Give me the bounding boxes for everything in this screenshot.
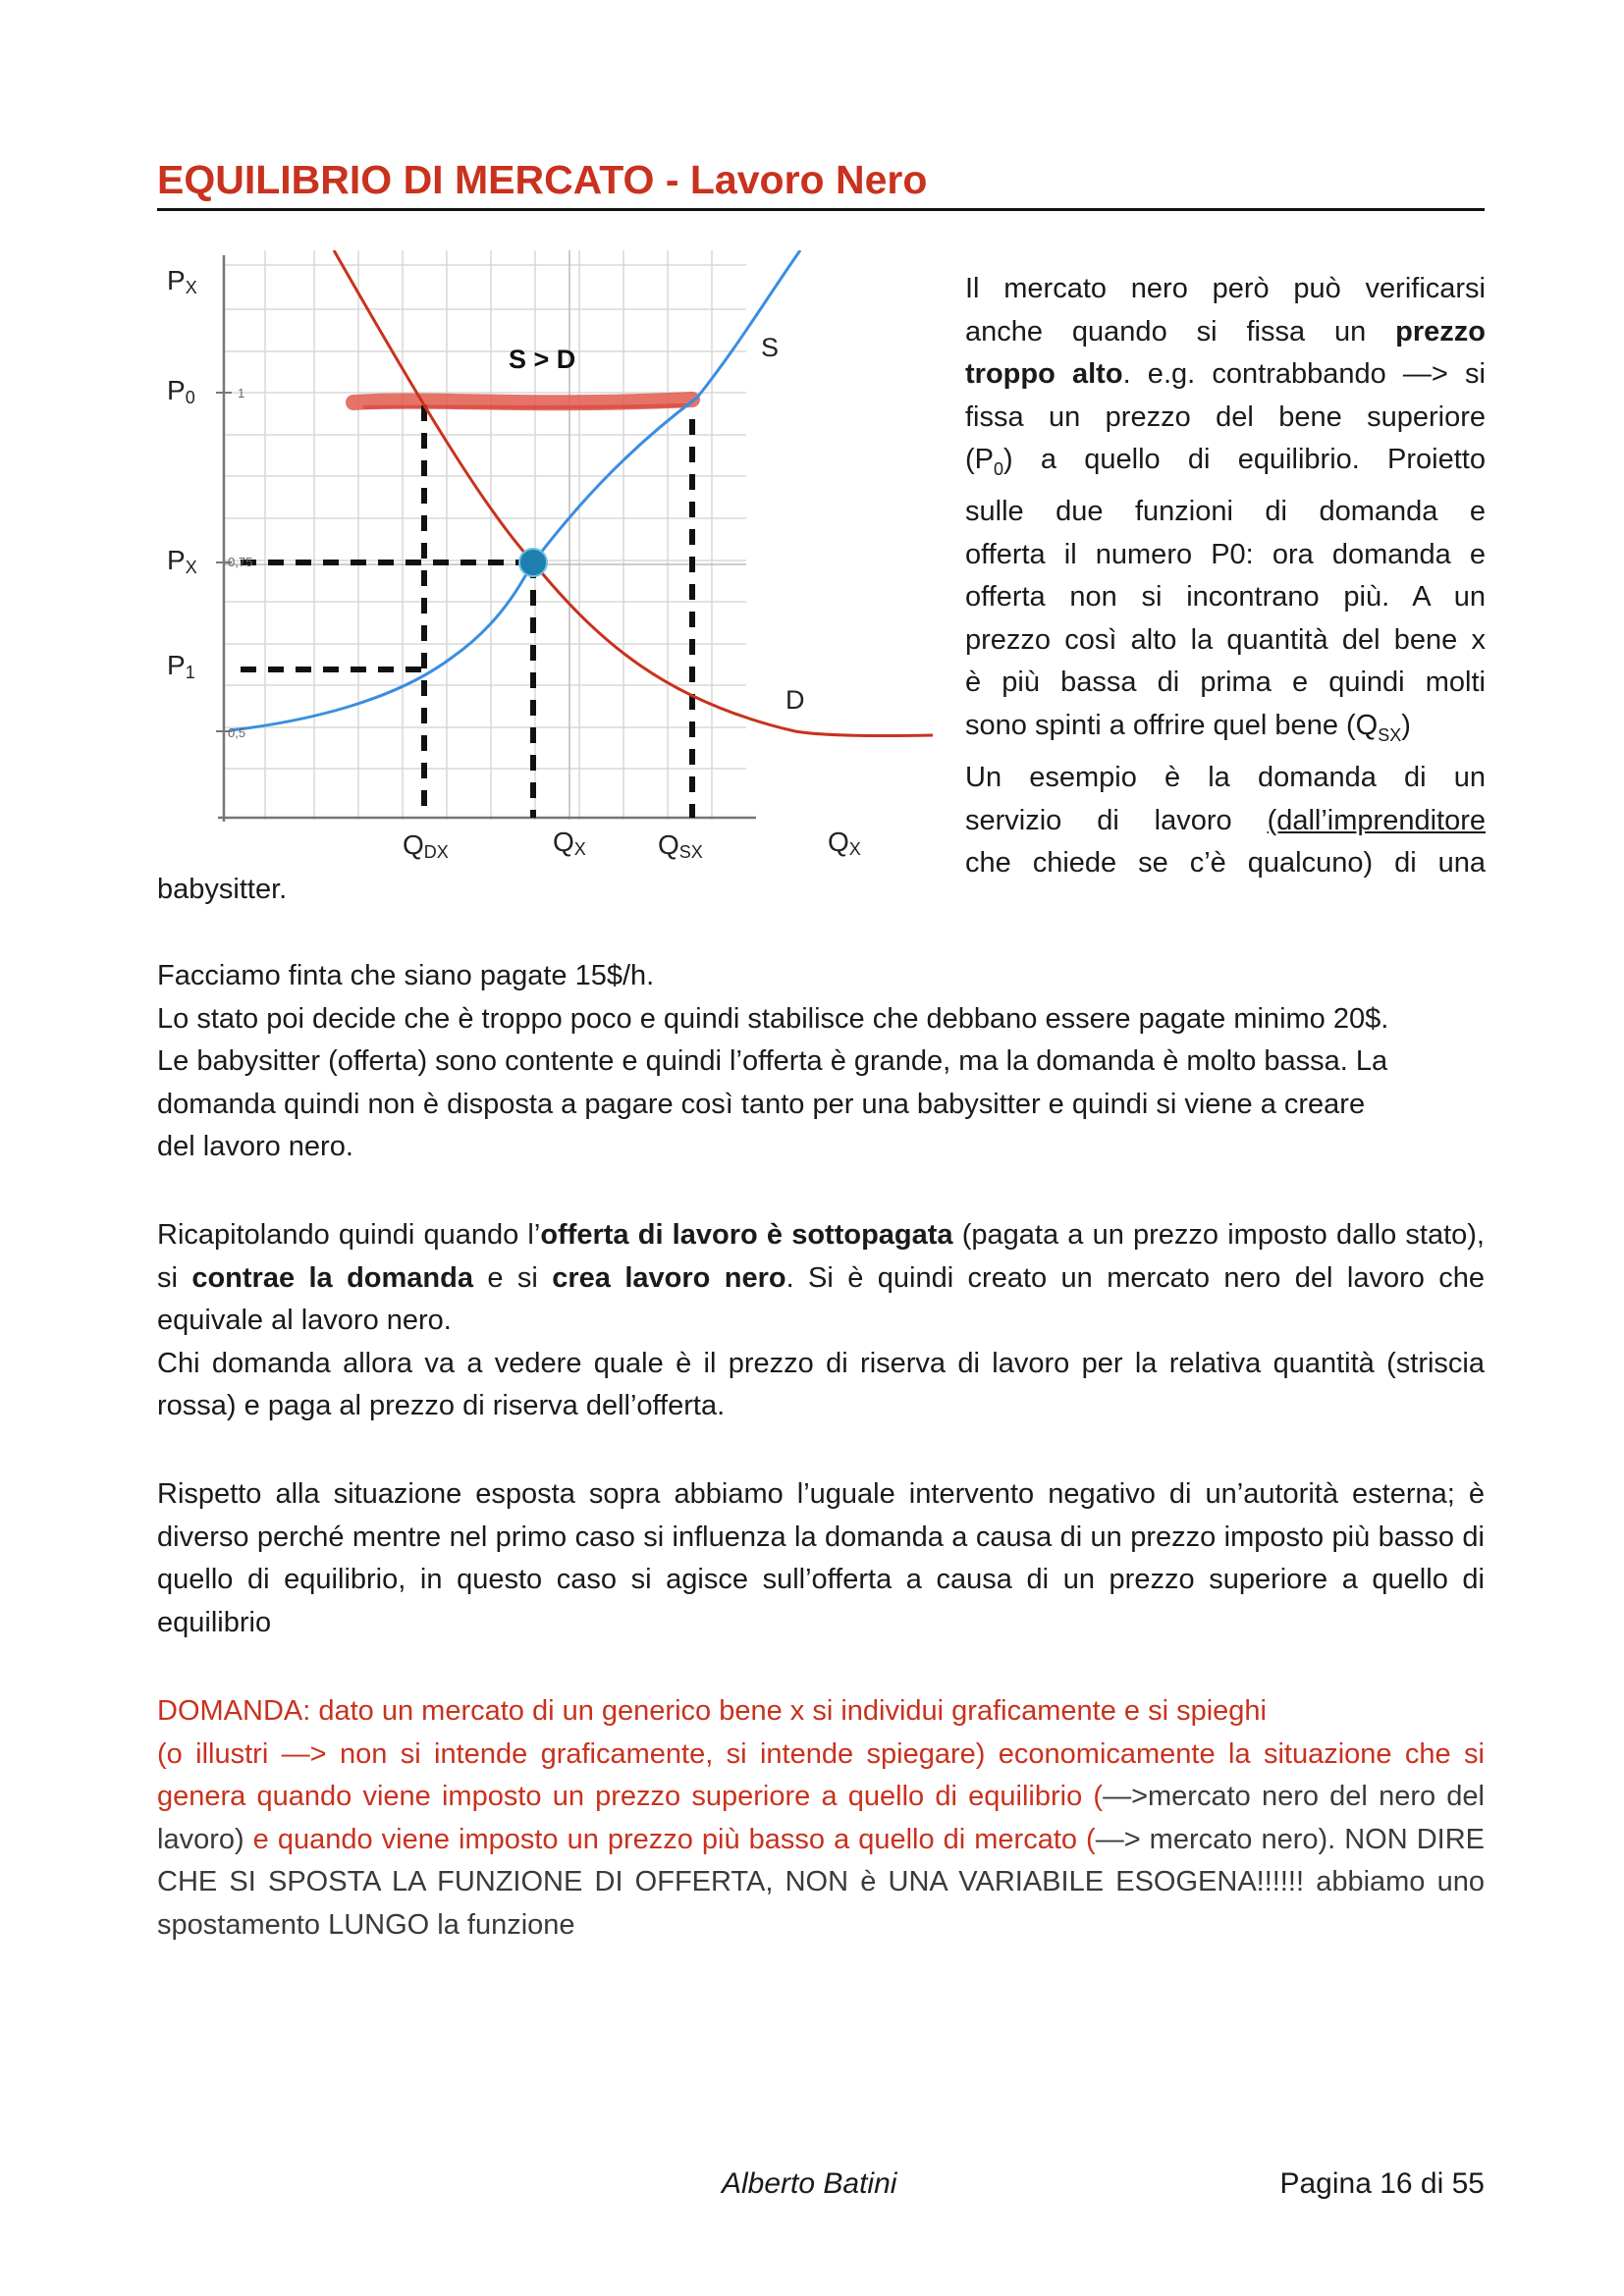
tick-label-05: 0,5 [228, 725, 246, 740]
x-axis-label: QX [828, 827, 861, 859]
text-line: domanda quindi non è disposta a pagare così tanto per una babysitter e quindi si viene a creare [157, 1088, 1366, 1120]
page-title: EQUILIBRIO DI MERCATO - Lavoro Nero [157, 157, 928, 202]
tick-label-1: 1 [238, 386, 245, 400]
text-line: del lavoro nero. [157, 1131, 353, 1162]
tick-label-075: 0,75 [228, 555, 253, 569]
text-line: prezzo così alto la quantità del bene x [965, 623, 1486, 656]
babysitter-text: babysitter. [157, 874, 288, 905]
text-line: $(P_0)$ a quello di equilibrio. Proietto [965, 444, 1486, 479]
y-axis-label: PX [167, 265, 197, 297]
equilibrium-point [519, 549, 547, 576]
qx-label: QX [553, 827, 586, 859]
paragraph-exam-question: DOMANDA: dato un mercato di un generico bene x si individui graficamente e si spieghi (o illustri —> non si intende graficamente, si intende spiegare) economicamente la situazione che si genera quando viene imposto un prezzo superiore a quello di equilibrio (—>mercato nero del nero del lavoro) e quando viene imposto un prezzo più basso a quello di mercato (—> mercato nero). NON DIRE CHE SI SPOSTA LA FUNZIONE DI OFFERTA, NON è UNA VARIABILE ESOGENA!!!!!! abbiamo uno spostamento LUNGO la funzione [157, 1695, 1485, 1941]
qsx-label: QSX [658, 829, 703, 862]
text-line: offerta non si incontrano più. A un [965, 581, 1486, 614]
text-line: anche quando si fissa un prezzo [965, 315, 1486, 347]
text-line: che chiede se c’è qualcuno) di una [965, 847, 1486, 880]
right-column-text [965, 268, 1486, 885]
p1-label: P1 [167, 650, 195, 682]
text-line: Le babysitter (offerta) sono contente e quindi l’offerta è grande, ma la domanda è molto bassa. La [157, 1045, 1388, 1077]
footer-page-number: Pagina 16 di 55 [1279, 2167, 1485, 2200]
title-underline [157, 208, 1485, 211]
text-line: fissa un prezzo del bene superiore [965, 400, 1486, 433]
text-line: è più bassa di prima e quindi molti [965, 667, 1486, 699]
text-line: sulle due funzioni di domanda e [965, 496, 1486, 528]
text-line: servizio di lavoro (dall’imprenditore [965, 804, 1486, 836]
text-line: Un esempio è la domanda di un [965, 762, 1486, 794]
supply-label: S [761, 333, 780, 362]
px-label: PX [167, 545, 197, 577]
paragraph-babysitter-example [157, 955, 1485, 1169]
chart-grid [224, 250, 746, 820]
dashed-guides [241, 405, 692, 818]
demand-label: D [785, 685, 805, 715]
supply-demand-chart [157, 250, 952, 879]
text-line: Il mercato nero però può verificarsi [965, 273, 1486, 304]
imposed-price-stripe [353, 400, 692, 402]
text-line: sono spinti a offrire quel bene $(Q_{SX})$ [965, 709, 1411, 745]
text-line: offerta il numero P0: ora domanda e [965, 538, 1486, 570]
annotation-s-gt-d: S > D [509, 345, 576, 374]
footer-author: Alberto Batini [722, 2167, 897, 2200]
paragraph-recap: Ricapitolando quindi quando l’offerta di lavoro è sottopagata (pagata a un prezzo imposto dallo stato), si contrae la domanda e si crea lavoro nero. Si è quindi creato un mercato nero del lavoro che equivale al lavoro nero. Chi domanda allora va a vedere quale è il prezzo di riserva di lavoro per la relativa quantità (striscia rossa) e paga al prezzo di riserva dell’offerta. [157, 1219, 1486, 1421]
text-line: troppo alto. e.g. contrabbando —> si [965, 358, 1487, 390]
text-line: Facciamo finta che siano pagate 15$/h. [157, 960, 655, 991]
qdx-label: QDX [403, 829, 449, 862]
p0-label: P0 [167, 375, 195, 407]
paragraph-comparison: Rispetto alla situazione esposta sopra abbiamo l’uguale intervento negativo di un’autorità esterna; è diverso perché mentre nel primo caso si influenza la domanda a causa di un prezzo imposto più basso di quello di equilibrio, in questo caso si agisce sull’offerta a causa di un prezzo superiore a quello di equilibrio [157, 1478, 1485, 1638]
supply-curve [231, 250, 800, 730]
text-line: Lo stato poi decide che è troppo poco e quindi stabilisce che debbano essere pagate minimo 20$. [157, 1002, 1389, 1035]
